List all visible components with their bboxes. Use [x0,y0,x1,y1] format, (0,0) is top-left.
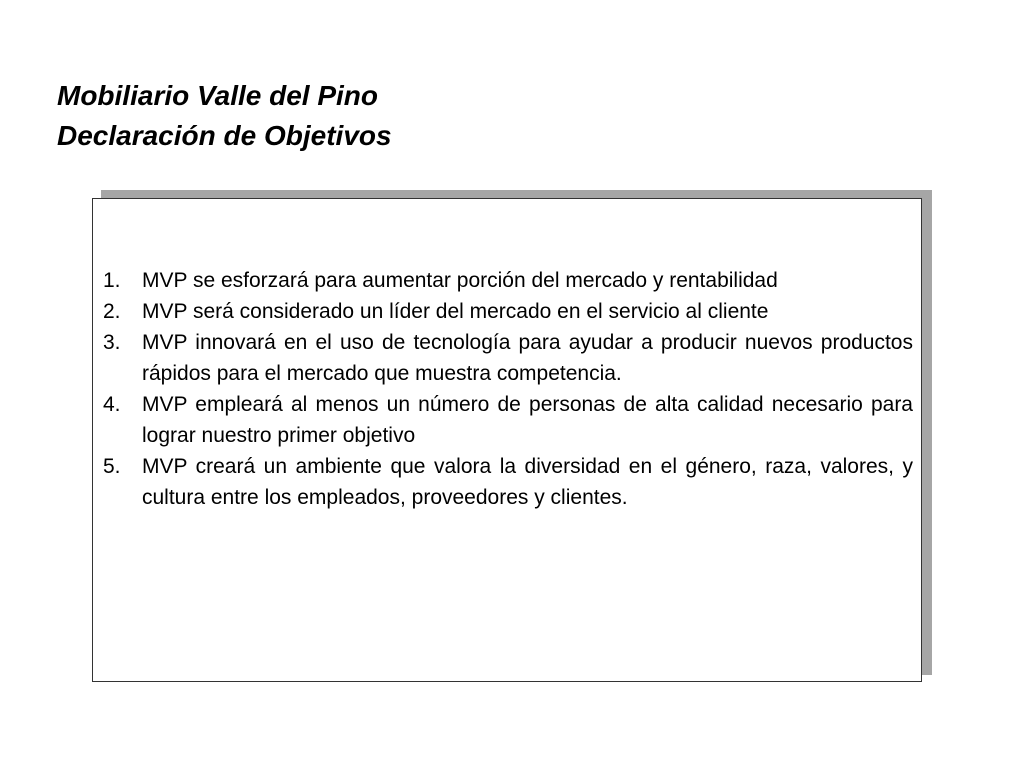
objective-text: MVP creará un ambiente que valora la diversidad en el género, raza, valores, y cultura entre los empleados, proveedores y clientes. [142,455,913,509]
objective-number: 4. [103,393,121,416]
objective-number: 2. [103,300,121,323]
title-subtitle: Declaración de Objetivos [57,120,392,151]
objective-number: 3. [103,331,121,354]
objective-text: MVP empleará al menos un número de personas de alta calidad necesario para lograr nuestro primer objetivo [142,393,913,447]
objective-item-5 [93,451,913,513]
objective-number: 1. [103,269,121,292]
title-company: Mobiliario Valle del Pino [57,80,379,111]
objective-item-4 [93,389,913,451]
objective-number: 5. [103,455,121,478]
objective-text: MVP será considerado un líder del mercado en el servicio al cliente [142,300,769,323]
slide-title [57,76,392,156]
objectives-list [93,265,913,513]
objectives-box [92,198,922,682]
objective-text: MVP se esforzará para aumentar porción del mercado y rentabilidad [142,269,778,292]
objective-text: MVP innovará en el uso de tecnología para ayudar a producir nuevos productos rápidos para el mercado que muestra competencia. [142,331,913,385]
objective-item-3 [93,327,913,389]
objective-item-1 [93,265,913,296]
objective-item-2 [93,296,913,327]
